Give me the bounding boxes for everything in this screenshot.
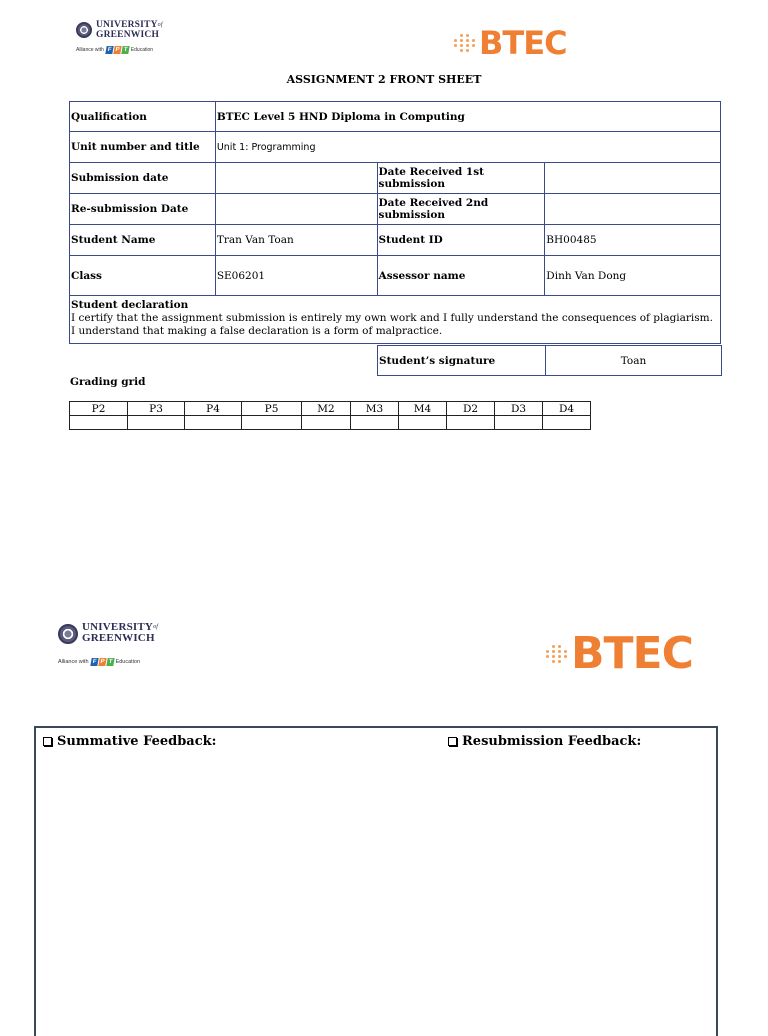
- signature-label: Student’s signature: [378, 346, 546, 376]
- fpt-letter-t: T: [107, 659, 113, 665]
- declaration-title: Student declaration: [71, 299, 189, 311]
- university-name-of: of: [157, 22, 163, 28]
- grade-header-m2: M2: [302, 402, 351, 416]
- alliance-prefix: Alliance with: [76, 47, 104, 53]
- grade-header-m3: M3: [351, 402, 399, 416]
- btec-dots-icon: [546, 645, 568, 663]
- resubmission-feedback-option[interactable]: [448, 734, 641, 749]
- submission-date-field[interactable]: [215, 163, 377, 194]
- resubmission-feedback-label: Resubmission Feedback:: [462, 734, 642, 749]
- resubmission-date-label: Re-submission Date: [70, 194, 216, 225]
- university-name-line2: GREENWICH: [96, 30, 160, 40]
- fpt-logo: [91, 658, 114, 666]
- grade-cell-p5[interactable]: [242, 416, 302, 430]
- grading-value-row: [70, 416, 591, 430]
- fpt-logo: [106, 46, 129, 54]
- university-logo: [76, 20, 163, 54]
- page-title: ASSIGNMENT 2 FRONT SHEET: [286, 73, 482, 86]
- alliance-suffix: Education: [130, 47, 154, 53]
- fpt-letter-f: F: [106, 47, 112, 53]
- signature-table: [377, 345, 722, 376]
- grade-cell-p4[interactable]: [185, 416, 242, 430]
- grade-cell-d3[interactable]: [495, 416, 543, 430]
- grade-header-d2: D2: [447, 402, 495, 416]
- submission-row: [70, 163, 721, 194]
- student-name-label: Student Name: [70, 225, 216, 256]
- grade-header-p4: P4: [185, 402, 242, 416]
- summative-feedback-label: Summative Feedback:: [57, 734, 217, 749]
- date-received-2-label: Date Received 2nd submission: [377, 194, 545, 225]
- alliance-line: [58, 658, 158, 666]
- grade-cell-m3[interactable]: [351, 416, 399, 430]
- class-row: [70, 256, 721, 296]
- submission-date-label: Submission date: [70, 163, 216, 194]
- student-row: [70, 225, 721, 256]
- qualification-row: [70, 102, 721, 132]
- alliance-suffix: Education: [115, 659, 141, 665]
- summative-checkbox-icon[interactable]: [43, 737, 52, 746]
- unit-value: Unit 1: Programming: [215, 132, 720, 163]
- unit-label: Unit number and title: [70, 132, 216, 163]
- date-received-1-field[interactable]: [545, 163, 721, 194]
- assessor-value[interactable]: Dinh Van Dong: [545, 256, 721, 296]
- grade-header-m4: M4: [399, 402, 447, 416]
- resubmission-checkbox-icon[interactable]: [448, 737, 457, 746]
- btec-logo: [454, 24, 567, 62]
- grade-header-d3: D3: [495, 402, 543, 416]
- grade-cell-d2[interactable]: [447, 416, 495, 430]
- grade-header-p2: P2: [70, 402, 128, 416]
- signature-value[interactable]: Toan: [546, 346, 722, 376]
- assessor-label: Assessor name: [377, 256, 545, 296]
- alliance-line: [76, 46, 163, 54]
- btec-logo-page2: [546, 628, 693, 679]
- grade-cell-p2[interactable]: [70, 416, 128, 430]
- btec-dots-icon: [454, 34, 476, 52]
- class-value[interactable]: SE06201: [215, 256, 377, 296]
- fpt-letter-f: F: [91, 659, 97, 665]
- grade-header-p5: P5: [242, 402, 302, 416]
- front-sheet-table: [69, 101, 721, 344]
- grading-grid-table: [69, 401, 591, 430]
- grade-cell-p3[interactable]: [128, 416, 185, 430]
- fpt-letter-p: P: [114, 47, 120, 53]
- grade-header-p3: P3: [128, 402, 185, 416]
- student-id-value[interactable]: BH00485: [545, 225, 721, 256]
- fpt-letter-t: T: [122, 47, 128, 53]
- unit-row: [70, 132, 721, 163]
- student-name-value[interactable]: Tran Van Toan: [215, 225, 377, 256]
- date-received-1-label: Date Received 1st submission: [377, 163, 545, 194]
- feedback-box: [34, 726, 718, 1036]
- university-name-line1: UNIVERSITY: [82, 621, 154, 633]
- btec-wordmark: BTEC: [479, 24, 567, 62]
- university-logo-page2: [58, 622, 158, 666]
- grading-header-row: [70, 402, 591, 416]
- university-crest-icon: [58, 624, 78, 644]
- resubmission-row: [70, 194, 721, 225]
- grade-header-d4: D4: [543, 402, 591, 416]
- qualification-value: BTEC Level 5 HND Diploma in Computing: [215, 102, 720, 132]
- declaration-cell: [70, 296, 721, 344]
- class-label: Class: [70, 256, 216, 296]
- grade-cell-m2[interactable]: [302, 416, 351, 430]
- date-received-2-field[interactable]: [545, 194, 721, 225]
- resubmission-date-field[interactable]: [215, 194, 377, 225]
- university-name-line2: GREENWICH: [82, 632, 155, 644]
- qualification-label: Qualification: [70, 102, 216, 132]
- student-id-label: Student ID: [377, 225, 545, 256]
- grade-cell-m4[interactable]: [399, 416, 447, 430]
- university-name-line1: UNIVERSITY: [96, 20, 158, 30]
- grade-cell-d4[interactable]: [543, 416, 591, 430]
- declaration-text: I certify that the assignment submission is entirely my own work and I fully understand the consequences of plagiarism. I understand that making a false declaration is a form of malpractice.: [71, 312, 713, 337]
- university-name-of: of: [153, 624, 159, 630]
- signature-row: [378, 346, 722, 376]
- declaration-row: [70, 296, 721, 344]
- fpt-letter-p: P: [99, 659, 105, 665]
- btec-wordmark: BTEC: [571, 628, 693, 679]
- summative-feedback-option[interactable]: [43, 734, 216, 749]
- alliance-prefix: Alliance with: [58, 659, 89, 665]
- grading-grid-label: Grading grid: [70, 376, 146, 388]
- university-crest-icon: [76, 22, 92, 38]
